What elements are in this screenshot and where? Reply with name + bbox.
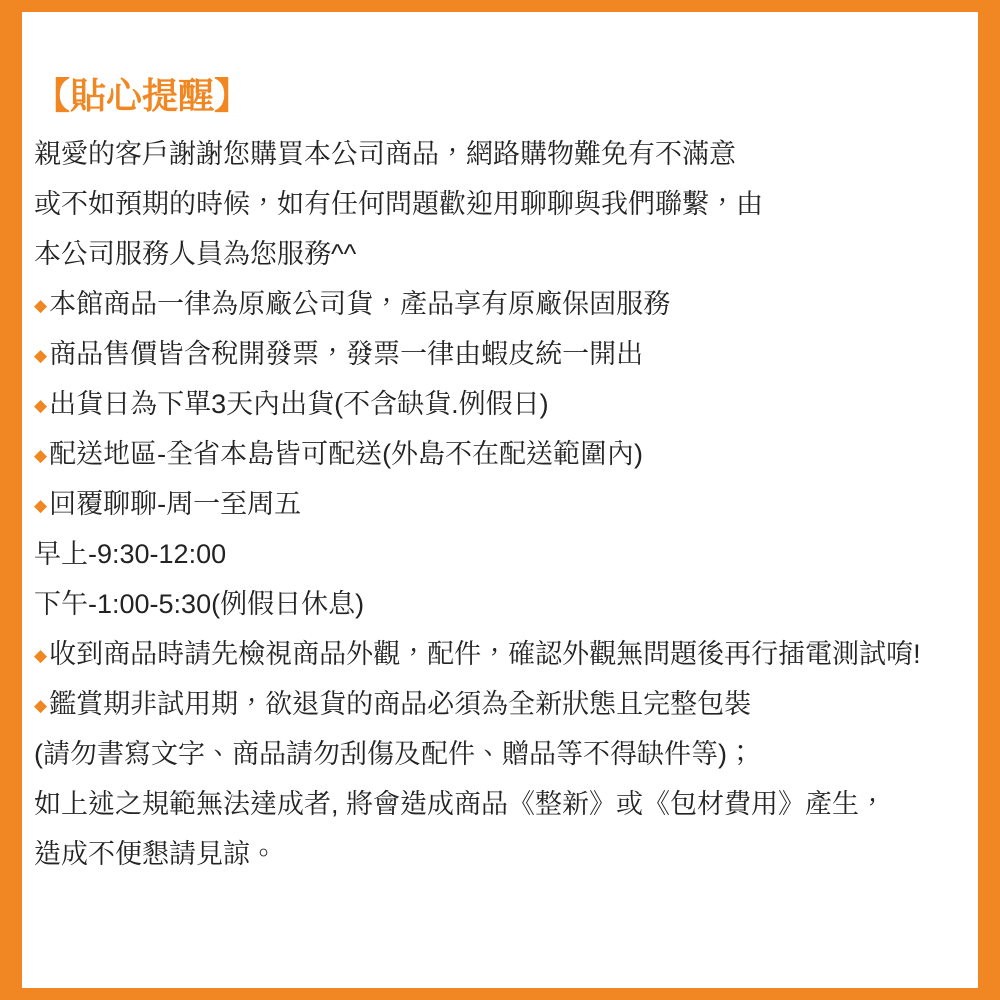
notice-bullet-line (34, 479, 958, 529)
notice-bullet-line (34, 279, 958, 329)
diamond-bullet-icon: ◆ (34, 495, 48, 515)
notice-line-text: 本館商品一律為原廠公司貨，產品享有原廠保固服務 (49, 289, 671, 320)
notice-line-text: 出貨日為下單3天內出貨(不含缺貨.例假日) (49, 389, 549, 420)
notice-text-line: 如上述之規範無法達成者, 將會造成商品《整新》或《包材費用》產生， (34, 789, 887, 820)
notice-line-list (34, 129, 958, 879)
frame-top-border (0, 0, 1000, 12)
frame-right-border (978, 0, 1000, 1000)
notice-line-text: 收到商品時請先檢視商品外觀，配件，確認外觀無問題後再行插電測試唷! (49, 639, 921, 670)
notice-line-text: 回覆聊聊-周一至周五 (49, 489, 302, 520)
frame-bottom-border (0, 988, 1000, 1000)
diamond-bullet-icon: ◆ (34, 445, 48, 465)
diamond-bullet-icon: ◆ (34, 295, 48, 315)
notice-text-line: 早上-9:30-12:00 (34, 539, 227, 570)
notice-text-line: 造成不便懇請見諒。 (34, 839, 277, 870)
notice-content (22, 12, 978, 988)
frame-left-border (0, 0, 22, 1000)
diamond-bullet-icon: ◆ (34, 345, 48, 365)
notice-text-line: 下午-1:00-5:30(例假日休息) (34, 589, 365, 620)
notice-text-line: 或不如預期的時候，如有任何問題歡迎用聊聊與我們聯繫，由 (34, 189, 763, 220)
page-title: 【貼心提醒】 (34, 75, 251, 116)
notice-bullet-line (34, 629, 958, 679)
notice-line-text: 鑑賞期非試用期，欲退貨的商品必須為全新狀態且完整包裝 (49, 689, 752, 720)
diamond-bullet-icon: ◆ (34, 645, 48, 665)
notice-line-text: 商品售價皆含稅開發票，發票一律由蝦皮統一開出 (49, 339, 644, 370)
notice-bullet-line (34, 329, 958, 379)
notice-text-line: (請勿書寫文字、商品請勿刮傷及配件、贈品等不得缺件等)； (34, 739, 754, 770)
notice-bullet-line (34, 429, 958, 479)
notice-line-text: 配送地區-全省本島皆可配送(外島不在配送範圍內) (49, 439, 644, 470)
notice-bullet-line (34, 679, 958, 729)
diamond-bullet-icon: ◆ (34, 395, 48, 415)
notice-text-line: 親愛的客戶謝謝您購買本公司商品，網路購物難免有不滿意 (34, 139, 736, 170)
notice-bullet-line (34, 379, 958, 429)
diamond-bullet-icon: ◆ (34, 695, 48, 715)
notice-text-line: 本公司服務人員為您服務^^ (34, 239, 357, 270)
